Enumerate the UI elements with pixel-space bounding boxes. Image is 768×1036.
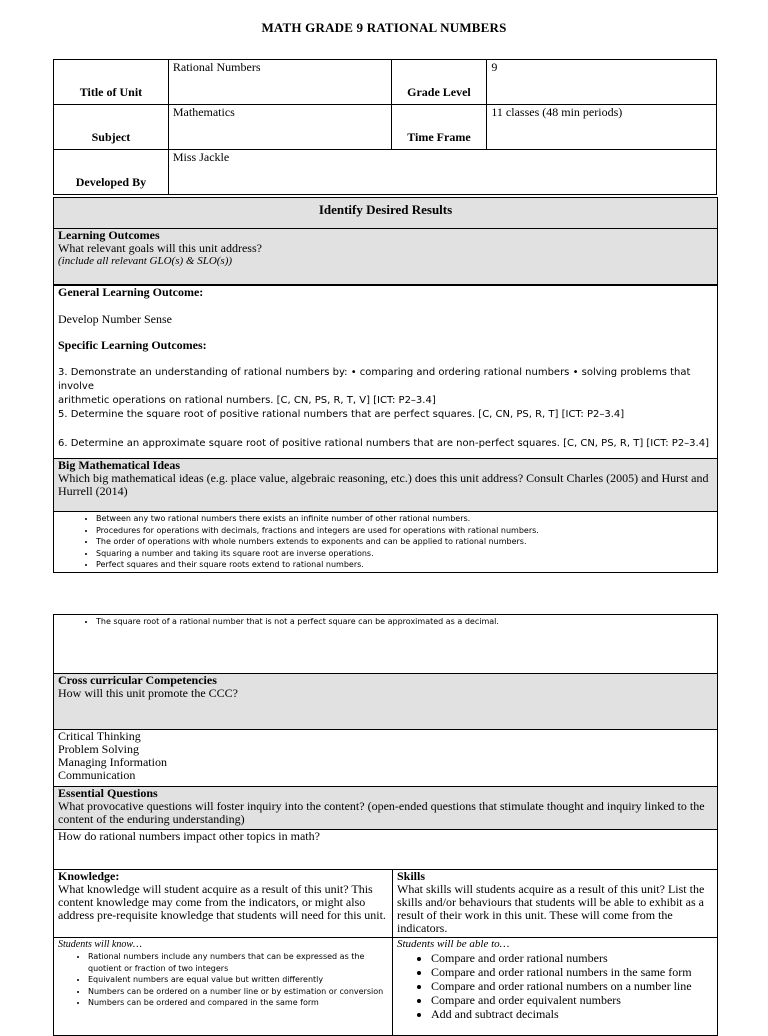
essential-question-answer: How do rational numbers impact other topics in math? bbox=[58, 829, 320, 843]
unit-info-table bbox=[53, 59, 717, 195]
skills-desc-line-3: result of their work in this unit. These will come from the bbox=[397, 908, 673, 922]
essential-questions-line-2: content of the enduring understanding) bbox=[58, 812, 245, 826]
glo-text: Develop Number Sense bbox=[58, 312, 172, 326]
list-item: • Numbers can be ordered and compared in the same form bbox=[88, 997, 388, 1009]
knowledge-heading: Knowledge: bbox=[58, 869, 120, 883]
skills-desc-line-4: indicators. bbox=[397, 921, 448, 935]
knowledge-intro: Students will know… bbox=[58, 939, 142, 950]
slo-5: 5. Determine the square root of positive rational numbers that are perfect squares. [C, CN, PS, R, T] [ICT: P2–3.4] bbox=[58, 409, 625, 420]
title-of-unit-label: Title of Unit bbox=[54, 60, 169, 105]
document-title: MATH GRADE 9 RATIONAL NUMBERS bbox=[261, 20, 507, 35]
title-of-unit-value: Rational Numbers bbox=[168, 60, 391, 105]
knowledge-desc-line-2: content knowledge may come from the indicators, or might also bbox=[58, 895, 366, 909]
list-item: • The square root of a rational number that is not a perfect square can be approximated as a decimal. bbox=[96, 616, 713, 628]
ccc-item-managing-information: Managing Information bbox=[58, 755, 167, 769]
list-item: • Compare and order rational numbers in the same form bbox=[431, 965, 713, 979]
learning-outcomes-block bbox=[54, 228, 717, 284]
essential-questions-line-1: What provocative questions will foster inquiry into the content? (open-ended questions that stimulate thought and inquiry linked to the bbox=[58, 799, 705, 813]
developed-by-value: Miss Jackle bbox=[168, 150, 716, 195]
list-item: • Add and subtract decimals bbox=[431, 1007, 713, 1021]
list-item: • Compare and order rational numbers bbox=[431, 951, 713, 965]
skills-desc-line-1: What skills will students acquire as a result of this unit? List the bbox=[397, 882, 705, 896]
skills-heading: Skills bbox=[397, 869, 426, 883]
big-ideas-list bbox=[58, 513, 713, 571]
ccc-question: How will this unit promote the CCC? bbox=[58, 686, 238, 700]
slo-heading: Specific Learning Outcomes: bbox=[58, 338, 207, 352]
list-item: • The order of operations with whole numbers extends to exponents and can be applied to rational numbers. bbox=[96, 536, 713, 548]
big-ideas-list-continued bbox=[58, 616, 713, 628]
grade-level-label: Grade Level bbox=[391, 60, 487, 105]
knowledge-desc-line-1: What knowledge will student acquire as a result of this unit? This bbox=[58, 882, 373, 896]
list-item: • Equivalent numbers are equal value but written differently bbox=[88, 974, 388, 986]
skills-content bbox=[393, 938, 717, 1035]
skills-desc-line-2: skills and/or behaviours that students will be able to exhibit as a bbox=[397, 895, 704, 909]
essential-questions-heading: Essential Questions bbox=[58, 786, 158, 800]
essential-question-answer-block bbox=[54, 829, 717, 869]
big-ideas-continued bbox=[54, 615, 717, 673]
desired-results-heading: Identify Desired Results bbox=[54, 198, 717, 228]
slo-3 bbox=[58, 366, 717, 408]
subject-label: Subject bbox=[54, 105, 169, 150]
ccc-item-problem-solving: Problem Solving bbox=[58, 742, 140, 756]
skills-header bbox=[393, 870, 717, 937]
list-item: • Compare and order equivalent numbers bbox=[431, 993, 713, 1007]
learning-outcomes-heading: Learning Outcomes bbox=[58, 228, 160, 242]
ccc-item-critical-thinking: Critical Thinking bbox=[58, 729, 141, 743]
learning-outcomes-note: (include all relevant GLO(s) & SLO(s)) bbox=[58, 255, 233, 267]
time-frame-value: 11 classes (48 min periods) bbox=[487, 105, 717, 150]
big-ideas-question-line-2: Hurrell (2014) bbox=[58, 484, 128, 498]
learning-outcomes-question: What relevant goals will this unit address? bbox=[58, 241, 262, 255]
list-item: • Numbers can be ordered on a number line or by estimation or conversion bbox=[88, 986, 388, 998]
knowledge-header bbox=[54, 870, 393, 937]
big-ideas-block bbox=[54, 458, 717, 511]
list-item: • Perfect squares and their square roots extend to rational numbers. bbox=[96, 559, 713, 571]
list-item: • Compare and order rational numbers on a number line bbox=[431, 979, 713, 993]
ccc-item-communication: Communication bbox=[58, 768, 136, 782]
list-item: • Rational numbers include any numbers that can be expressed as the quotient or fraction of two integers bbox=[88, 951, 388, 974]
subject-value: Mathematics bbox=[168, 105, 391, 150]
outcomes-block bbox=[54, 284, 717, 458]
list-item: • Procedures for operations with decimals, fractions and integers are used for operations with rational numbers. bbox=[96, 525, 713, 537]
developed-by-label: Developed By bbox=[54, 150, 169, 195]
knowledge-skills-header-row bbox=[54, 869, 717, 937]
continued-section bbox=[53, 614, 718, 1036]
list-item: • Between any two rational numbers there exists an infinite number of other rational numbers. bbox=[96, 513, 713, 525]
desired-results-section bbox=[53, 197, 718, 573]
essential-questions-block bbox=[54, 786, 717, 829]
slo-3-line-1: 3. Demonstrate an understanding of rational numbers by: • comparing and ordering rational numbers • solving problems that involve bbox=[58, 367, 691, 392]
skills-list bbox=[397, 951, 713, 1021]
time-frame-label: Time Frame bbox=[391, 105, 487, 150]
knowledge-skills-content-row bbox=[54, 937, 717, 1035]
glo-heading: General Learning Outcome: bbox=[58, 285, 204, 299]
slo-6: 6. Determine an approximate square root of positive rational numbers that are non-perfect squares. [C, CN, PS, R, T] [ICT: P2–3.4] bbox=[58, 438, 709, 449]
ccc-block bbox=[54, 673, 717, 729]
big-ideas-question-line-1: Which big mathematical ideas (e.g. place value, algebraic reasoning, etc.) does this unit address? Consult Charles (2005) and Hurst and bbox=[58, 471, 709, 485]
skills-intro: Students will be able to… bbox=[397, 938, 510, 950]
knowledge-list bbox=[58, 951, 388, 1009]
list-item: • Squaring a number and taking its square root are inverse operations. bbox=[96, 548, 713, 560]
ccc-heading: Cross curricular Competencies bbox=[58, 673, 217, 687]
slo-3-line-2: arithmetic operations on rational numbers. [C, CN, PS, R, T, V] [ICT: P2–3.4] bbox=[58, 395, 436, 406]
knowledge-content bbox=[54, 938, 393, 1035]
knowledge-desc-line-3: address pre-requisite knowledge that students will need for this unit. bbox=[58, 908, 386, 922]
ccc-list-block bbox=[54, 729, 717, 786]
grade-level-value: 9 bbox=[487, 60, 717, 105]
big-ideas-list-block bbox=[54, 511, 717, 572]
big-ideas-heading: Big Mathematical Ideas bbox=[58, 458, 180, 472]
